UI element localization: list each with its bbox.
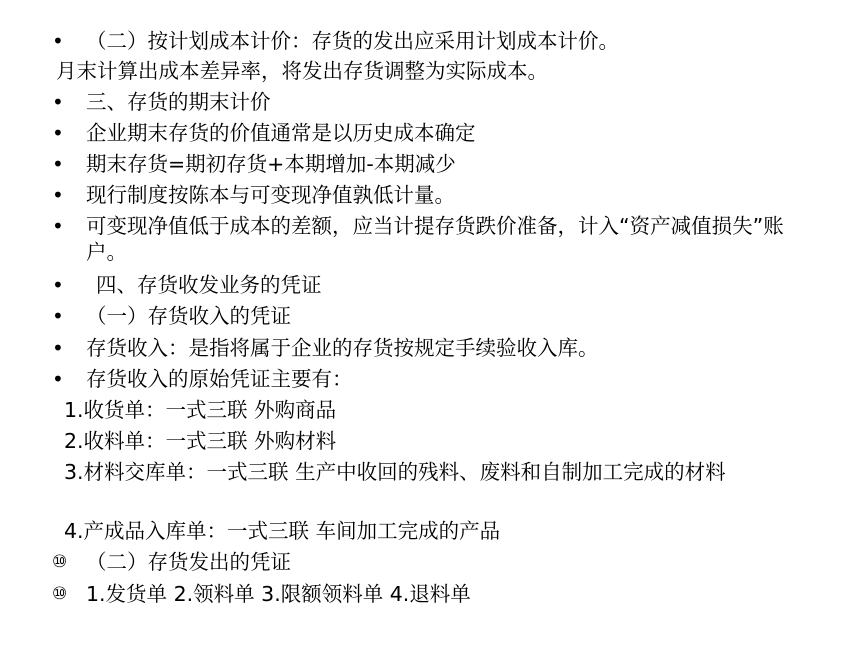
list-item-text: （二）按计划成本计价：存货的发出应采用计划成本计价。 — [86, 29, 619, 53]
list-item-text: （二）存货发出的凭证 — [86, 550, 291, 574]
bullet-icon: • — [52, 29, 64, 53]
bullet-icon: • — [52, 152, 64, 176]
list-item-text: 可变现净值低于成本的差额，应当计提存货跌价准备，计入“资产减值损失”账户。 — [86, 214, 784, 264]
circled-number-icon: ⑩ — [52, 552, 68, 572]
list-item-text: 期末存货=期初存货+本期增加-本期减少 — [86, 152, 456, 176]
list-item-text: 现行制度按陈本与可变现净值孰低计量。 — [86, 183, 455, 207]
bullet-icon: • — [52, 214, 64, 238]
bullet-icon: • — [52, 336, 64, 360]
list-item-text: 三、存货的期末计价 — [86, 90, 271, 114]
list-item-text: 四、存货收发业务的凭证 — [96, 273, 322, 297]
bullet-icon: • — [52, 273, 64, 297]
bullet-icon: • — [52, 367, 64, 391]
list-item-text: 1.收货单：一式三联 外购商品 — [64, 398, 337, 422]
list-item-text: 存货收入的原始凭证主要有： — [86, 367, 353, 391]
bullet-icon: • — [52, 304, 64, 328]
list-item-text: 3.材料交库单：一式三联 生产中收回的残料、废料和自制加工完成的材料 — [64, 460, 726, 484]
bullet-icon: • — [52, 121, 64, 145]
list-item-text: （一）存货收入的凭证 — [86, 304, 291, 328]
list-item-text: 月末计算出成本差异率，将发出存货调整为实际成本。 — [56, 59, 548, 83]
list-item-text: 4.产成品入库单：一式三联 车间加工完成的产品 — [64, 519, 501, 543]
bullet-icon: • — [52, 90, 64, 114]
list-item-text: 1.发货单 2.领料单 3.限额领料单 4.退料单 — [86, 582, 471, 606]
circled-number-icon: ⑩ — [52, 584, 68, 604]
list-item-text: 2.收料单：一式三联 外购材料 — [64, 429, 337, 453]
bullet-icon: • — [52, 183, 64, 207]
list-item-text: 存货收入：是指将属于企业的存货按规定手续验收入库。 — [86, 336, 599, 360]
list-item-text: 企业期末存货的价值通常是以历史成本确定 — [86, 121, 476, 145]
